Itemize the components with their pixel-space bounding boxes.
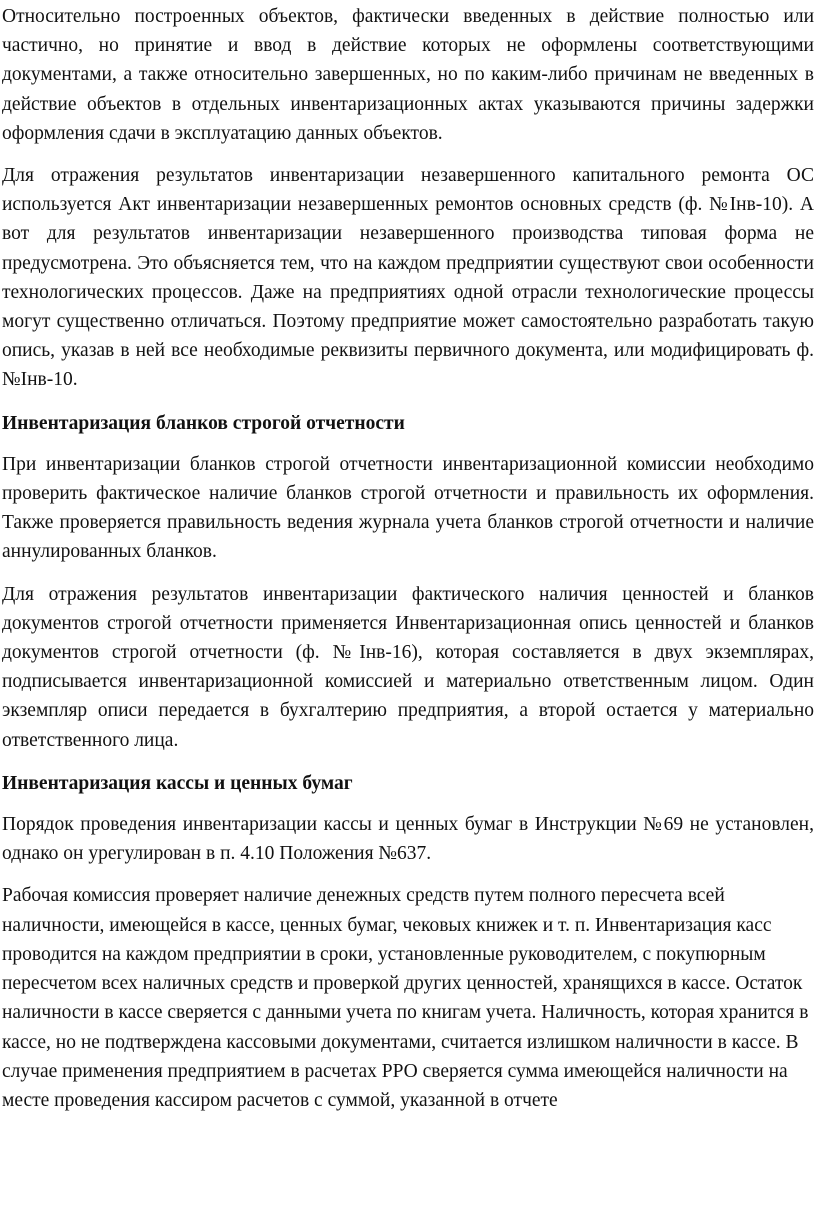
paragraph-blanks-form: Для отражения результатов инвентаризации фактического наличия ценностей и бланков документов строгой отчетности применяется Инвентаризационная опись ценностей и бланков документов строгой отчетности (ф. №Інв-16), которая составляется в двух экземплярах, подписывается инвентаризационной комиссией и материально ответственным лицом. Один экземпляр описи передается в бухгалтерию предприятия, а второй остается у материально ответственного лица. [2,583,814,751]
paragraph-cash-commission: Рабочая комиссия проверяет наличие денежных средств путем полного пересчета всей наличности, имеющейся в кассе, ценных бумаг, чековых книжек и т. п. Инвентаризация касс проводится на каждом предприятии в сроки, установленные руководителем, с покупюрным пересчетом всех наличных средств и проверкой других ценностей, хранящихся в кассе. Остаток наличности в кассе сверяется с данными учета по книгам учета. Наличность, которая хранится в кассе, но не подтверждена кассовыми документами, считается излишком наличности в кассе. В случае применения предприятием в расчетах РРО сверяется сумма имеющейся наличности на месте проведения кассиром расчетов с суммой, указанной в отчете [2,885,809,1111]
paragraph-unfinished-objects: Относительно построенных объектов, фактически введенных в действие полностью или частично, но принятие и ввод в действие которых не оформлены соответствующими документами, а также относительно завершенных, но по каким-либо причинам не введенных в действие объектов в отдельных инвентаризационных актах указываются причины задержки оформления сдачи в эксплуатацию данных объектов. [2,6,814,144]
paragraph-repair-inventory: Для отражения результатов инвентаризации незавершенного капитального ремонта ОС используется Акт инвентаризации незавершенных ремонтов основных средств (ф. №Інв-10). А вот для результатов инвентаризации незавершенного производства типовая форма не предусмотрена. Это объясняется тем, что на каждом предприятии существуют свои особенности технологических процессов. Даже на предприятиях одной отрасли технологические процессы могут существенно отличаться. Поэтому предприятие может самостоятельно разработать такую опись, указав в ней все необходимые реквизиты первичного документа, или модифицировать ф. №Інв-10. [2,165,814,391]
paragraph-blanks-check: При инвентаризации бланков строгой отчетности инвентаризационной комиссии необходимо проверить фактическое наличие бланков строгой отчетности и правильность их оформления. Также проверяется правильность ведения журнала учета бланков строгой отчетности и наличие аннулированных бланков. [2,453,814,563]
heading-blanks-inventory: Инвентаризация бланков строгой отчетности [2,412,405,434]
heading-cash-inventory: Инвентаризация кассы и ценных бумаг [2,772,353,794]
paragraph-cash-order: Порядок проведения инвентаризации кассы и ценных бумаг в Инструкции №69 не установлен, однако он урегулирован в п. 4.10 Положения №637. [2,814,814,865]
